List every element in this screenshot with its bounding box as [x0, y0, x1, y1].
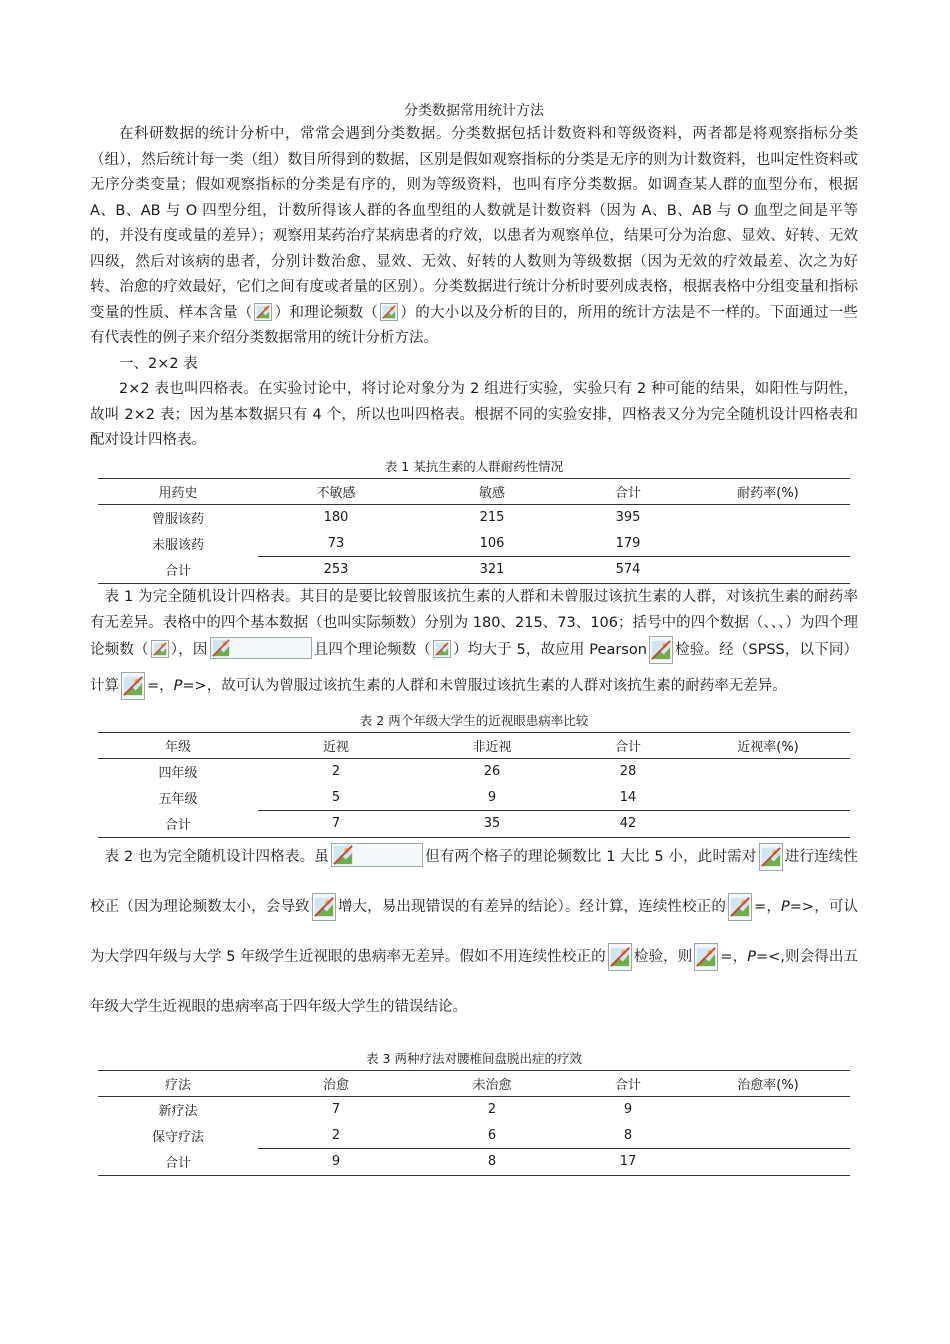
table-cell: 395	[615, 510, 641, 526]
table-cell: 35	[414, 811, 570, 838]
text-run: ），因	[170, 641, 208, 658]
table-cell: 73	[327, 535, 345, 551]
table-header-cell: 合计	[570, 732, 686, 759]
broken-image-icon	[759, 843, 783, 871]
table-cell: 9	[487, 789, 497, 805]
table-row	[98, 531, 850, 557]
table-cell: 7	[258, 811, 414, 838]
table2	[98, 732, 850, 838]
text-run: 表 1 为完全随机设计四格表。其目的是要比较曾服该抗生素的人群和未曾服过该抗生素的人群，对该抗生素的耐药率有无差异。表格中的四个基本数据（也叫实际频数）分别为 180、215、73、106；括号中的四个数据（、、、）为四个理论频数（	[90, 588, 858, 658]
table-cell: 6	[487, 1127, 497, 1143]
table-header-cell: 治愈率(%)	[686, 1070, 850, 1097]
table-cell: 9	[258, 1149, 414, 1176]
table3-caption: 表 3 两种疗法对腰椎间盘脱出症的疗效	[366, 1050, 582, 1066]
broken-image-icon	[694, 943, 718, 971]
text-run: 检验。经（SPSS，以下同）计算	[90, 641, 859, 694]
text-run: =，	[754, 898, 782, 915]
table-row	[98, 1097, 850, 1123]
text-run: =>，故可认为曾服过该抗生素的人群和未曾服过该抗生素的人群对该抗生素的耐药率无差异。	[182, 677, 787, 694]
table-header-row	[98, 732, 850, 759]
text-run: 进行连续性校正（因为理论频数太小，会导致	[90, 848, 858, 915]
table-cell: 106	[479, 535, 505, 551]
intro-text-1: 在科研数据的统计分析中，常常会遇到分类数据。分类数据包括计数资料和等级资料，两者都是将观察指标分类（组），然后统计每一类（组）数目所得到的数据，区别是假如观察指标的分类是无序的则为计数资料，也叫定性资料或无序分类变量；假如观察指标的分类是有序的，则为等级资料，也叫有序分类数据。如调查某人群的血型分布，根据 A、B、AB 与 O 四型分组，计数所得该人群的各血型组的人数就是计数资料（因为 A、B、AB 与 O 血型之间是平等的，并没有度或量的差异）；观察用某药治疗某病患者的疗效，以患者为观察单位，结果可分为治愈、显效、好转、无效四级，然后对该病的患者，分别计数治愈、显效、无效、好转的人数则为等级数据（因为无效的疗效最差、次之为好转、治愈的疗效最好，它们之间有度或者量的区别）。分类数据进行统计分析时要列成表格，根据表格中分组变量和指标变量的性质、样本含量（	[90, 126, 858, 321]
table-header-cell: 不敏感	[258, 478, 414, 505]
text-run: 且四个理论频数（	[313, 641, 431, 658]
table-cell: 2	[487, 1102, 497, 1118]
table-cell: 26	[483, 764, 501, 780]
table-cell	[686, 1123, 850, 1149]
table-header-cell: 年级	[98, 732, 258, 759]
table-cell	[686, 1097, 850, 1123]
table-cell: 五年级	[158, 792, 198, 807]
table-cell: 253	[258, 557, 414, 584]
table-cell: 2	[331, 1127, 341, 1143]
text-run: 增大，易出现错误的有差异的结论）。经计算，连续性校正的	[337, 898, 727, 915]
intro-text-3: ）的大小以及分析的目的，所用的统计方法是不一样的。下面通过一些有代表性的例子来介绍分类数据常用的统计分析方法。	[90, 304, 859, 346]
table-cell: 7	[331, 1102, 341, 1118]
section-heading: 一、2×2 表	[119, 355, 198, 372]
table-header-cell: 用药史	[98, 478, 258, 505]
table-header-row	[98, 1070, 850, 1097]
table-cell: 180	[323, 510, 349, 526]
broken-image-icon	[121, 672, 145, 700]
table-cell	[686, 505, 850, 531]
table-header-cell: 近视率(%)	[686, 732, 850, 759]
table-cell: 17	[570, 1149, 686, 1176]
table-cell: 合计	[98, 811, 258, 838]
table-row	[98, 1123, 850, 1149]
text-run: ）均大于 5，故应用 Pearson	[452, 641, 647, 658]
text-run: =>，可认为大学四年级与大学 5 年级学生近视眼的患病率无差异。假如不用连续性校正的	[90, 898, 859, 965]
table-cell: 未服该药	[151, 538, 204, 553]
text-run: =，	[720, 948, 748, 965]
p-value-label: P	[173, 677, 183, 694]
spacer	[90, 1032, 858, 1046]
table1-discussion	[90, 584, 858, 708]
document-page	[90, 100, 858, 1176]
intro-text-2: ）和理论频数（	[274, 304, 379, 321]
document-title: 分类数据常用统计方法	[404, 103, 544, 119]
table1-caption: 表 1 某抗生素的人群耐药性情况	[384, 458, 564, 474]
table-cell: 14	[619, 789, 637, 805]
table-cell: 5	[331, 789, 341, 805]
table-header-cell: 治愈	[258, 1070, 414, 1097]
text-run: 但有两个格子的理论频数比 1 大比 5 小，此时需对	[424, 848, 757, 865]
broken-image-icon	[433, 640, 451, 658]
table-row	[98, 505, 850, 531]
table-header-cell: 敏感	[414, 478, 570, 505]
table-header-cell: 近视	[258, 732, 414, 759]
table1	[98, 478, 850, 584]
table-cell	[686, 785, 850, 811]
table-cell	[686, 1149, 850, 1176]
table-cell	[686, 531, 850, 557]
text-run: 表 2 也为完全随机设计四格表。虽	[104, 848, 329, 865]
table-cell: 321	[414, 557, 570, 584]
broken-image-icon	[254, 303, 272, 321]
text-run: =，	[147, 677, 174, 694]
broken-image-icon	[380, 303, 398, 321]
table2-caption: 表 2 两个年级大学生的近视眼患病率比较	[359, 712, 589, 728]
table-header-cell: 疗法	[98, 1070, 258, 1097]
broken-image-icon	[151, 640, 169, 658]
table-cell: 9	[623, 1102, 633, 1118]
table-cell: 保守疗法	[151, 1130, 204, 1145]
table-cell: 574	[570, 557, 686, 584]
p-value-label: P	[747, 948, 756, 965]
table-cell: 8	[414, 1149, 570, 1176]
broken-image-icon	[649, 636, 673, 664]
table2-discussion	[90, 832, 858, 1032]
text-run: =<,则会得出五年级大学生近视眼的患病率高于四年级大学生的错误结论。	[90, 948, 858, 1015]
table-cell: 曾服该药	[151, 512, 204, 528]
table-cell: 四年级	[158, 766, 198, 782]
table-header-row	[98, 478, 850, 505]
table-cell: 179	[615, 535, 641, 551]
table-header-cell: 非近视	[414, 732, 570, 759]
table-cell	[686, 759, 850, 785]
table3	[98, 1070, 850, 1176]
table-cell: 28	[619, 764, 637, 780]
table-cell: 合计	[98, 557, 258, 584]
text-run: 检验，则	[633, 948, 693, 965]
table-cell: 2	[331, 764, 341, 780]
broken-image-icon	[210, 637, 312, 659]
table-cell	[686, 557, 850, 584]
table-cell: 合计	[98, 1149, 258, 1176]
table-row	[98, 785, 850, 811]
broken-image-icon	[608, 943, 632, 971]
table-header-cell: 未治愈	[414, 1070, 570, 1097]
table-total-row	[98, 557, 850, 584]
section-paragraph: 2×2 表也叫四格表。在实验讨论中，将讨论对象分为 2 组进行实验，实验只有 2 种可能的结果，如阳性与阴性，故叫 2×2 表；因为基本数据只有 4 个，所以也叫四格表。根据不同的实验安排，四格表又分为完全随机设计四格表和配对设计四格表。	[90, 381, 858, 448]
table-row	[98, 759, 850, 785]
table-header-cell: 合计	[570, 1070, 686, 1097]
intro-paragraph	[90, 122, 858, 352]
table-header-cell: 耐药率(%)	[686, 478, 850, 505]
table-cell: 42	[570, 811, 686, 838]
broken-image-icon	[312, 893, 336, 921]
p-value-label: P	[781, 898, 790, 915]
table-total-row	[98, 1149, 850, 1176]
broken-image-icon	[728, 893, 752, 921]
broken-image-icon	[331, 843, 423, 867]
table-cell: 8	[623, 1127, 633, 1143]
table-cell: 新疗法	[158, 1104, 198, 1120]
table-header-cell: 合计	[570, 478, 686, 505]
table-cell: 215	[479, 510, 505, 526]
